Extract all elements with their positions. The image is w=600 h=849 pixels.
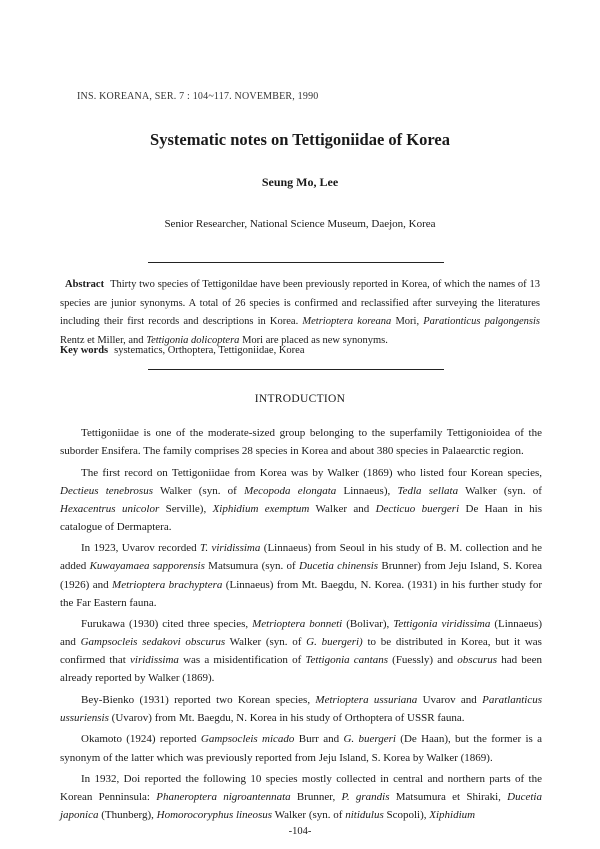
author-name: Seung Mo, Lee: [261, 175, 339, 189]
paragraph: [60, 539, 542, 611]
paragraph-text: Scopoli),: [383, 809, 430, 822]
species-name: viridissima: [130, 654, 179, 667]
paragraph-text: Tettigoniidae is one of the moderate-sized group belonging to the superfamily Tettigonioidea of the suborder Ensifera. The family comprises 28 species in Korea and about 380 species in Palaearctic region.: [60, 427, 542, 458]
species-name: Paratlanticus ussuriensis: [60, 693, 542, 724]
paragraph-text: (Uvarov) from Mt. Baegdu, N. Korea in his study of Orthoptera of USSR fauna.: [108, 711, 465, 724]
species-name: Parationticus palgongensis: [423, 316, 540, 327]
abstract-text: Mori,: [391, 316, 424, 327]
paragraph-text: Linnaeus),: [336, 484, 398, 497]
species-name: Xiphidium: [429, 809, 476, 822]
journal-citation: INS. KOREANA, SER. 7 : 104~117. NOVEMBER, 1990: [77, 91, 319, 102]
paragraph-text: The first record on Tettigoniidae from Korea was by Walker (1869) who listed four Korean species,: [81, 466, 542, 479]
abstract-text: Rentz et Miller, and: [60, 334, 147, 346]
paragraph-text: In 1932, Doi reported the following 10 species mostly collected in central and northern parts of the Korean Penninsula:: [60, 773, 542, 804]
paragraph-text: (Thunberg),: [98, 809, 157, 822]
species-name: Tettigonia viridissima: [393, 618, 491, 631]
species-name: Hexacentrus unicolor: [60, 502, 160, 515]
keywords-text: systematics, Orthoptera, Tettigoniidae, Korea: [114, 345, 305, 356]
paragraph-text: (Bolivar),: [342, 618, 394, 631]
species-name: Gampsocleis sedakovi obscurus: [80, 636, 226, 649]
species-name: Tettigonia dolicoptera: [146, 334, 240, 346]
paragraph-text: Walker and: [309, 502, 376, 515]
paragraph-text: Walker (syn. of: [152, 484, 245, 497]
species-name: Dectieus tenebrosus: [60, 484, 153, 497]
keywords-label: Key words: [60, 345, 109, 356]
species-name: Tettigonia cantans: [305, 654, 388, 667]
species-name: Homorocoryphus lineosus: [156, 809, 273, 822]
abstract-label: Abstract: [65, 279, 105, 290]
paragraph: [60, 464, 542, 536]
paragraph: [60, 770, 542, 824]
paragraph-text: Matsumura (syn. of: [204, 560, 300, 573]
paragraph-text: Okamoto (1924) reported: [81, 733, 201, 746]
paragraph-text: had been already reported by Walker (1869).: [60, 654, 542, 685]
paragraph-text: Walker (syn. of: [458, 484, 542, 497]
species-name: Metrioptera ussuriana: [315, 693, 418, 706]
author-affiliation: Senior Researcher, National Science Museum, Daejon, Korea: [164, 218, 436, 230]
species-name: Phaneroptera nigroantennata: [156, 791, 291, 804]
species-name: Metrioptera bonneti: [252, 618, 343, 631]
abstract-bottom-divider: [148, 369, 444, 370]
paragraph: [60, 615, 542, 687]
paragraph: [60, 691, 542, 727]
species-name: G. buergeri: [343, 733, 396, 746]
paragraph-text: (Linnaeus) and: [60, 618, 542, 649]
species-name: Metrioptera brachyptera: [112, 578, 223, 591]
paragraph-text: to be distributed in Korea, but it was confirmed that: [60, 636, 542, 667]
species-name: Metrioptera koreana: [302, 316, 392, 327]
paragraph-text: Brunner) from Jeju Island, S. Korea (1926) and: [60, 560, 542, 591]
species-name: Tedla sellata: [397, 484, 459, 497]
species-name: Xiphidium exemptum: [212, 502, 310, 515]
species-name: nitidulus: [345, 809, 384, 822]
paragraph-text: De Haan in his catalogue of Dermaptera.: [60, 502, 542, 533]
paragraph-text: (Fuessly) and: [388, 654, 458, 667]
abstract-top-divider: [148, 262, 444, 263]
paper-title: Systematic notes on Tettigoniidae of Korea: [150, 130, 450, 149]
paragraph-text: (De Haan), but the former is a synonym of the latter which was previously reported from Jeju Island, S. Korea by Walker (1869).: [60, 733, 542, 764]
paragraph-text: (Linnaeus) from Seoul in his study of B. M. collection and he added: [60, 542, 542, 573]
section-heading: INTRODUCTION: [254, 393, 346, 405]
paragraph-text: Matsumura et Shiraki,: [389, 791, 508, 804]
paragraph-text: Walker (syn. of: [272, 809, 346, 822]
paragraph-text: Furukawa (1930) cited three species,: [81, 618, 253, 631]
abstract-text: Mori are placed as new synonyms.: [239, 334, 388, 346]
species-name: P. grandis: [341, 791, 390, 804]
abstract-block: [60, 276, 540, 350]
paragraph-text: Walker (syn. of: [225, 636, 307, 649]
species-name: Kuwayamaea sapporensis: [89, 560, 205, 573]
abstract-text: Thirty two species of Tettigonildae have been previously reported in Korea, of which the names of 13 species are junior synonyms. A total of 26 species is confirmed and reclassified after surveying the literatures including their first records and descriptions in Korea.: [60, 279, 540, 327]
page-number: -104-: [288, 826, 312, 837]
species-name: Gampsocleis micado: [200, 733, 295, 746]
species-name: obscurus: [457, 654, 498, 667]
paragraph-text: Brunner,: [290, 791, 342, 804]
paragraph-text: Uvarov and: [417, 693, 483, 706]
paragraph-text: Serville),: [159, 502, 213, 515]
species-name: T. viridissima: [200, 542, 261, 555]
paragraph-text: In 1923, Uvarov recorded: [81, 542, 201, 555]
paragraph: [60, 424, 542, 460]
body-text: [60, 424, 542, 828]
species-name: G. buergeri): [306, 636, 363, 649]
species-name: Ducetia japonica: [60, 791, 542, 822]
paragraph-text: (Linnaeus) from Mt. Baegdu, N. Korea. (1931) in his further study for the Far Eastern fauna.: [60, 578, 542, 609]
paragraph-text: was a misidentification of: [178, 654, 306, 667]
species-name: Ducetia chinensis: [299, 560, 379, 573]
paragraph-text: Burr and: [294, 733, 344, 746]
paragraph-text: Bey-Bienko (1931) reported two Korean species,: [81, 693, 316, 706]
keywords-block: [60, 345, 540, 356]
species-name: Mecopoda elongata: [244, 484, 337, 497]
paragraph: [60, 730, 542, 766]
species-name: Decticuo buergeri: [375, 502, 460, 515]
